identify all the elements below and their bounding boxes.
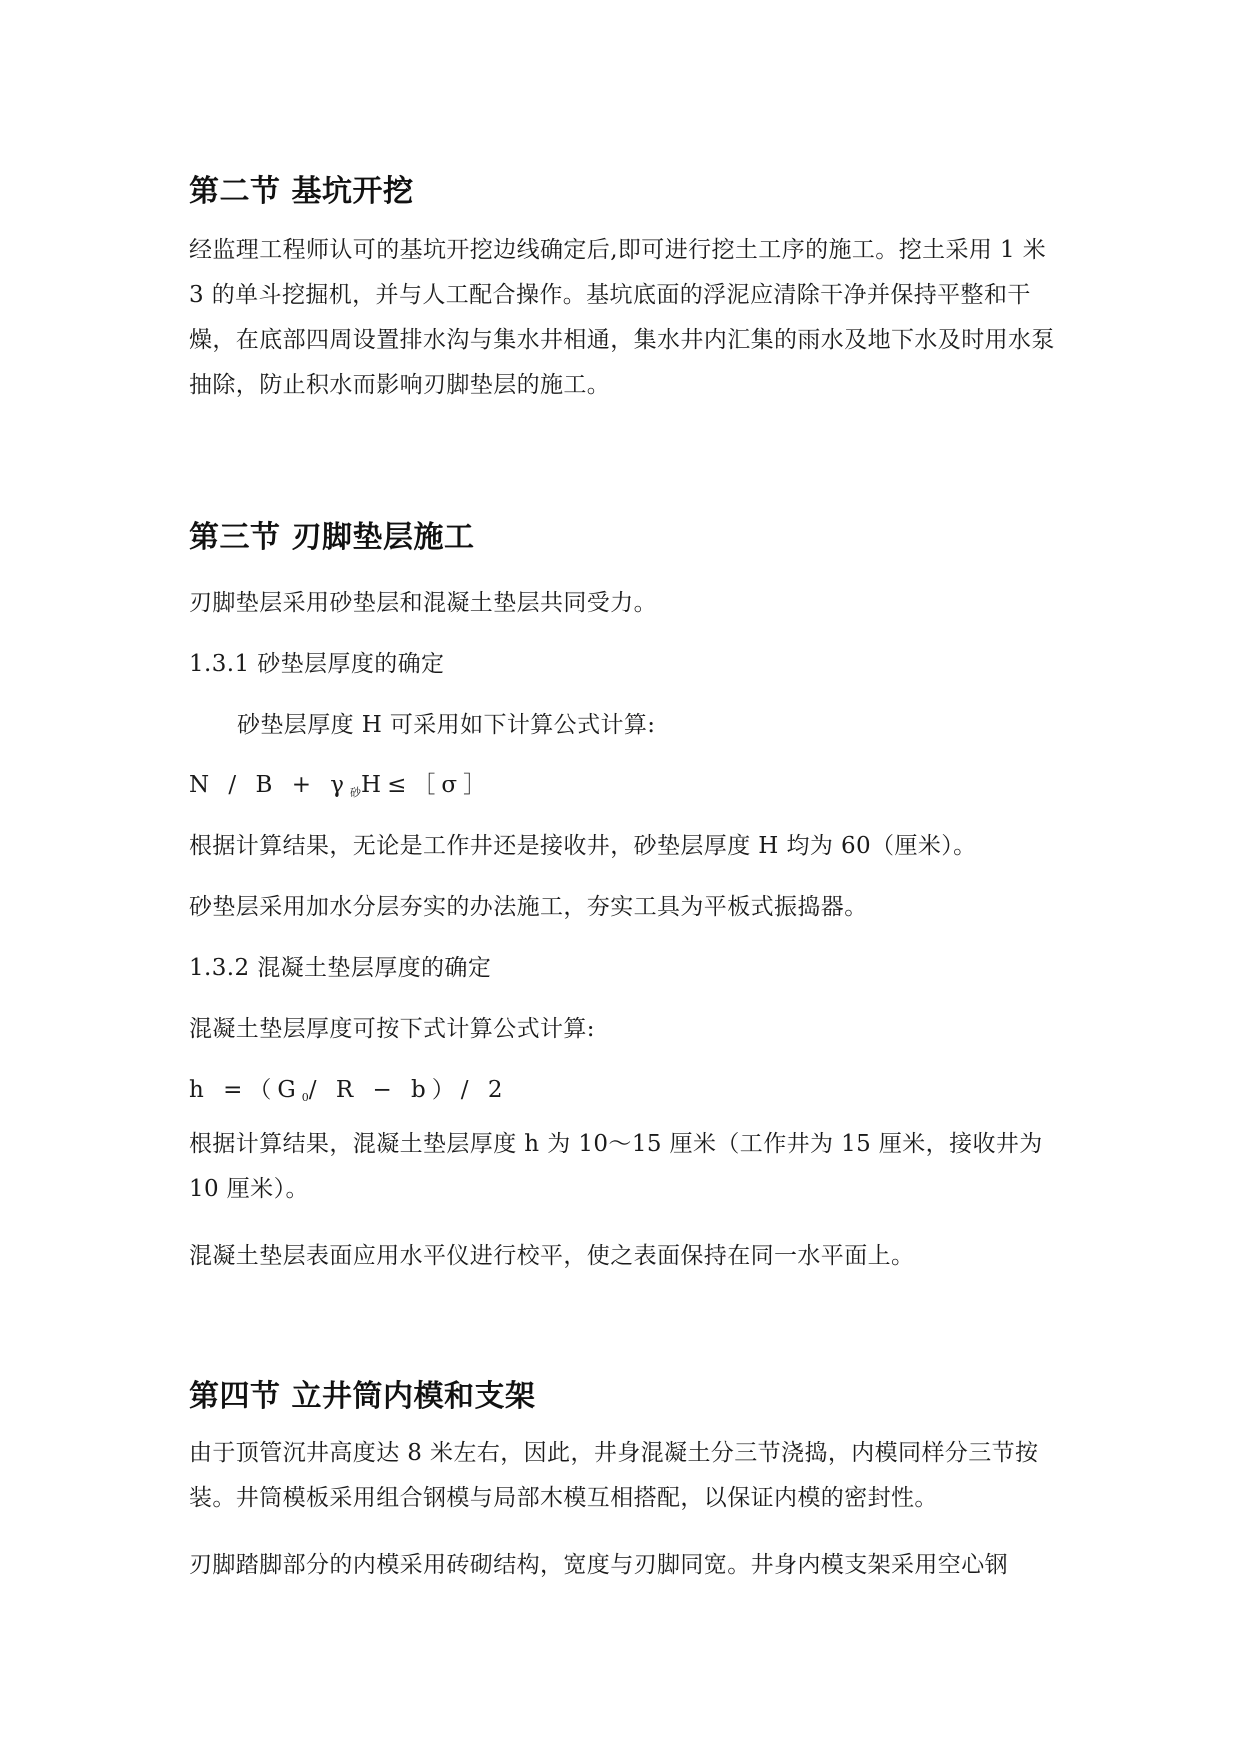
section3-intro: 刃脚垫层采用砂垫层和混凝土垫层共同受力。	[189, 590, 657, 616]
formula-sand-layer	[189, 766, 492, 800]
formula2-pre: h =（G	[189, 1077, 302, 1103]
sub1-text: 砂垫层厚度 H 可采用如下计算公式计算:	[237, 712, 656, 738]
formula2-post: / R − b）/ 2	[308, 1077, 509, 1103]
subsection-heading-1-3-2: 1.3.2 混凝土垫层厚度的确定	[189, 955, 492, 981]
section-heading-2: 第二节 基坑开挖	[189, 174, 414, 209]
formula-concrete-layer	[189, 1071, 508, 1104]
formula2-subscript: 0	[301, 1091, 309, 1104]
section-heading-4: 第四节 立井筒内模和支架	[189, 1379, 536, 1414]
section4-paragraph-1: 由于顶管沉井高度达 8 米左右，因此，井身混凝土分三节浇捣，内模同样分三节按装。井筒模板采用组合钢模与局部木模互相搭配，以保证内模的密封性。	[189, 1440, 1039, 1511]
sand-result: 根据计算结果，无论是工作井还是接收井，砂垫层厚度 H 均为 60（厘米）。	[189, 833, 977, 859]
section4-paragraph-2: 刃脚踏脚部分的内模采用砖砌结构，宽度与刃脚同宽。井身内模支架采用空心钢	[189, 1552, 1008, 1578]
section2-paragraph: 经监理工程师认可的基坑开挖边线确定后,即可进行挖土工序的施工。挖土采用 1 米 3 的单斗挖掘机，并与人工配合操作。基坑底面的浮泥应清除干净并保持平整和干燥，在底部四周设置排水沟与集水井相通，集水井内汇集的雨水及地下水及时用水泵抽除，防止积水而影响刃脚垫层的施工。	[189, 237, 1055, 398]
formula1-subscript: 砂	[350, 786, 362, 799]
sub2-text: 混凝土垫层厚度可按下式计算公式计算:	[189, 1016, 595, 1042]
formula1-pre: N / B + γ	[189, 772, 351, 798]
formula1-post: H≤［σ］	[361, 772, 493, 798]
concrete-result: 根据计算结果，混凝土垫层厚度 h 为 10～15 厘米（工作井为 15 厘米，接收井为 10 厘米）。	[189, 1131, 1043, 1202]
subsection-heading-1-3-1: 1.3.1 砂垫层厚度的确定	[189, 651, 445, 677]
section-heading-3: 第三节 刃脚垫层施工	[189, 520, 475, 555]
leveling-text: 混凝土垫层表面应用水平仪进行校平，使之表面保持在同一水平面上。	[189, 1243, 915, 1269]
sand-method: 砂垫层采用加水分层夯实的办法施工，夯实工具为平板式振捣器。	[189, 894, 868, 920]
